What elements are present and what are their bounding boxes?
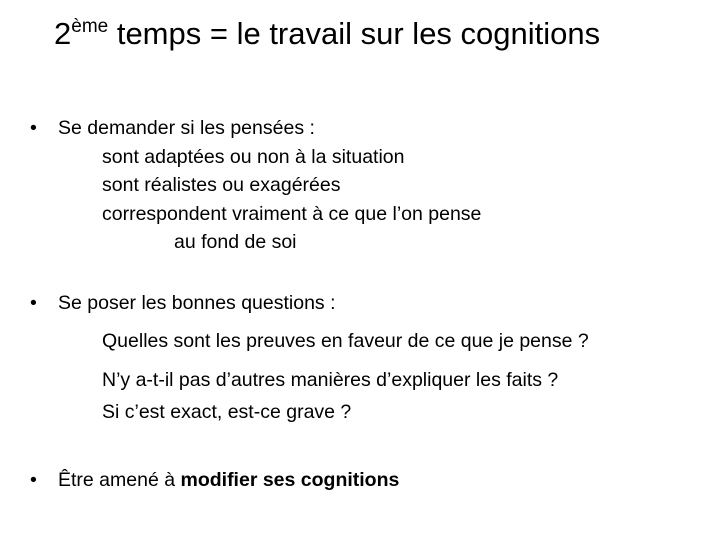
bullet-1 bbox=[30, 114, 315, 143]
slide-title bbox=[54, 8, 714, 65]
bullet-2-sub-3: Si c’est exact, est-ce grave ? bbox=[102, 401, 352, 423]
bullet-2 bbox=[30, 289, 336, 318]
bullet-3-text-prefix: Être amené à bbox=[58, 469, 181, 491]
bullet-1-sub-2: sont réalistes ou exagérées bbox=[102, 174, 341, 196]
bullet-1-sub-4: au fond de soi bbox=[174, 231, 297, 253]
bullet-2-text: Se poser les bonnes questions : bbox=[58, 292, 336, 314]
title-superscript: ème bbox=[71, 16, 109, 37]
bullet-1-sub-3: correspondent vraiment à ce que l’on pense bbox=[102, 203, 482, 225]
title-text: temps = le travail sur les cognitions bbox=[108, 16, 601, 51]
bullet-3 bbox=[30, 466, 399, 495]
bullet-marker: • bbox=[30, 292, 37, 314]
bullet-marker: • bbox=[30, 469, 37, 491]
bullet-1-text: Se demander si les pensées : bbox=[58, 117, 315, 139]
bullet-2-sub-1: Quelles sont les preuves en faveur de ce que je pense ? bbox=[102, 330, 589, 352]
bullet-2-sub-2: N’y a-t-il pas d’autres manières d’expliquer les faits ? bbox=[102, 369, 559, 391]
bullet-marker: • bbox=[30, 117, 37, 139]
bullet-3-text-bold: modifier ses cognitions bbox=[180, 469, 400, 491]
bullet-1-sub-1: sont adaptées ou non à la situation bbox=[102, 146, 405, 168]
title-number: 2 bbox=[54, 16, 72, 51]
